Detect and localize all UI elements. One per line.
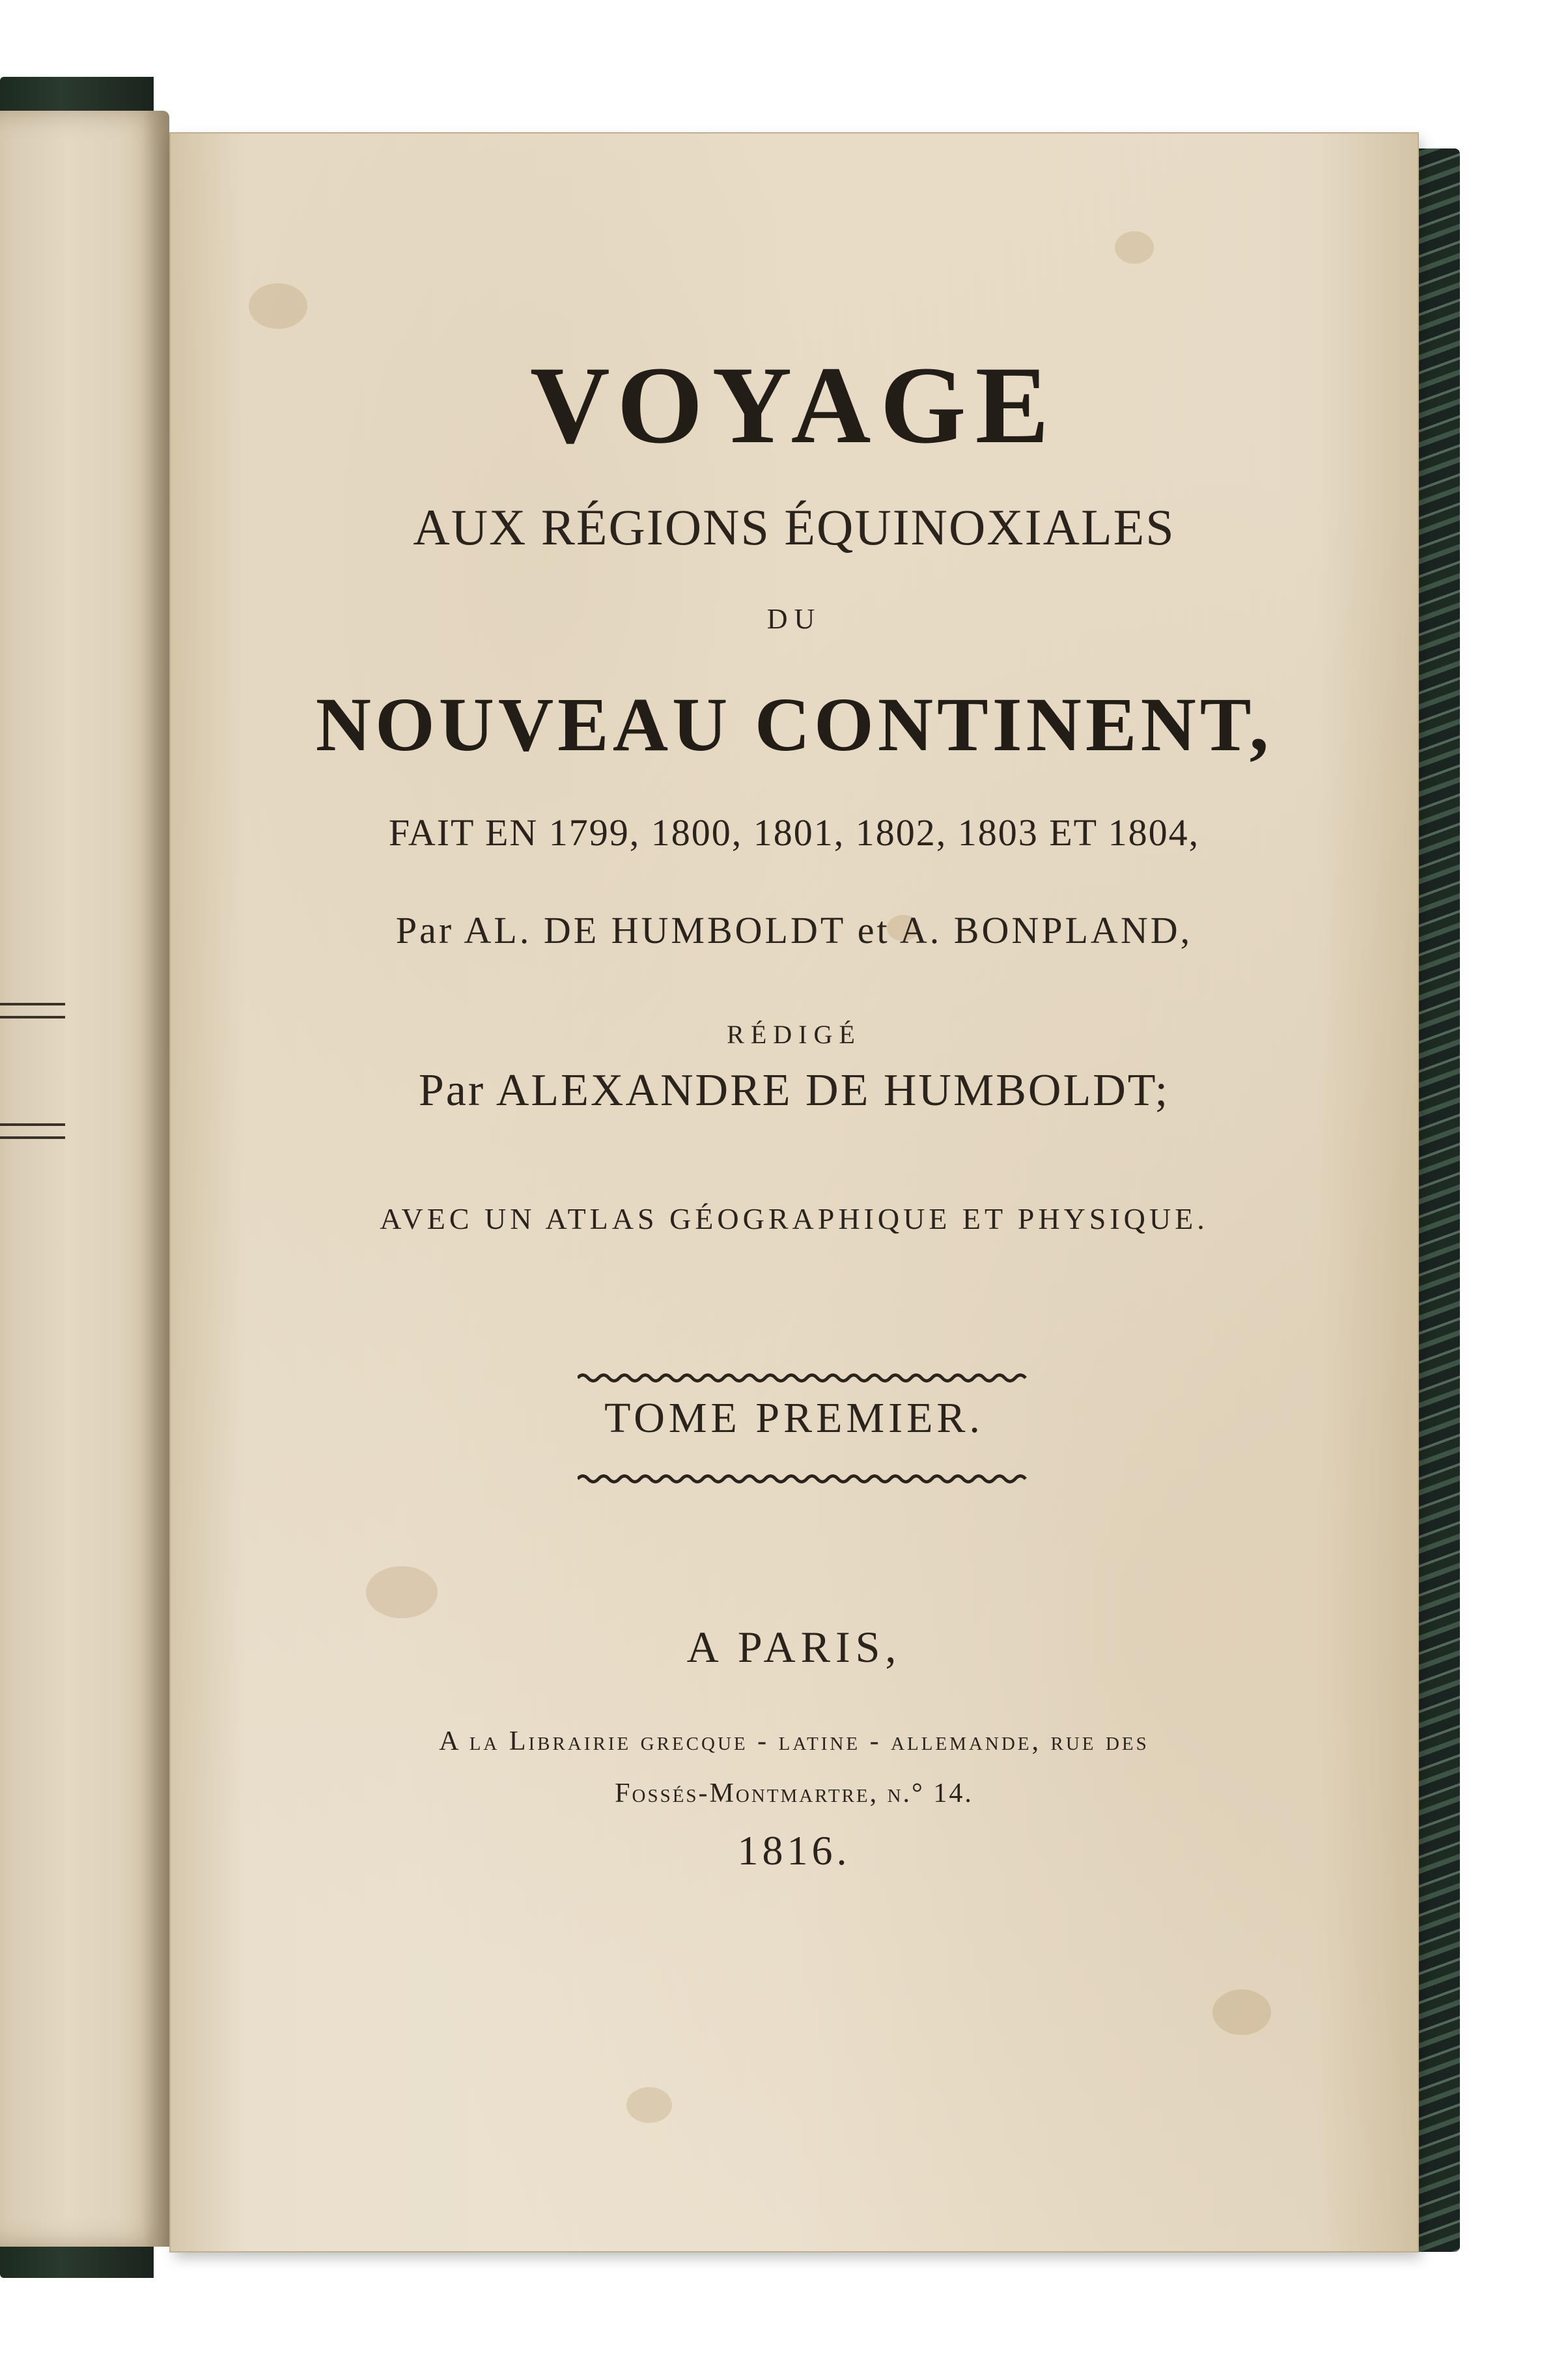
year-line: 1816. (737, 1827, 851, 1874)
redacteur-line: Par ALEXANDRE DE HUMBOLDT; (418, 1065, 1170, 1116)
authors-line: Par AL. DE HUMBOLDT et A. BONPLAND, (395, 909, 1193, 951)
left-page-rule (0, 1016, 65, 1018)
foxing-spot (1212, 1989, 1271, 2035)
redige-word: RÉDIGÉ (727, 1020, 861, 1049)
foxing-spot (1115, 231, 1154, 264)
foxing-spot (366, 1566, 438, 1618)
subtitle: AUX RÉGIONS ÉQUINOXIALES (413, 499, 1175, 555)
left-page-rule (0, 1003, 65, 1005)
left-page-rule (0, 1123, 65, 1126)
left-verso-page (0, 111, 169, 2247)
ornamental-rule-bottom (578, 1472, 1027, 1486)
left-page-rule (0, 1136, 65, 1139)
place-line: A PARIS, (686, 1622, 902, 1672)
dates-line: FAIT EN 1799, 1800, 1801, 1802, 1803 ET 1804, (388, 811, 1200, 854)
foxing-spot (249, 283, 307, 329)
connector-word: DU (766, 603, 822, 635)
publisher-line-1: A la Librairie grecque - latine - allemande, rue des (439, 1726, 1149, 1756)
publisher-line-2: Fossés-Montmartre, n.° 14. (615, 1778, 973, 1808)
foxing-spot (626, 2087, 672, 2123)
title-continent: NOUVEAU CONTINENT, (315, 682, 1273, 767)
ornamental-rule-top (578, 1371, 1027, 1385)
volume-line: TOME PREMIER. (604, 1394, 984, 1442)
title-page (171, 133, 1418, 2251)
title-heading: VOYAGE (529, 344, 1059, 466)
atlas-line: AVEC UN ATLAS GÉOGRAPHIQUE ET PHYSIQUE. (380, 1202, 1209, 1235)
